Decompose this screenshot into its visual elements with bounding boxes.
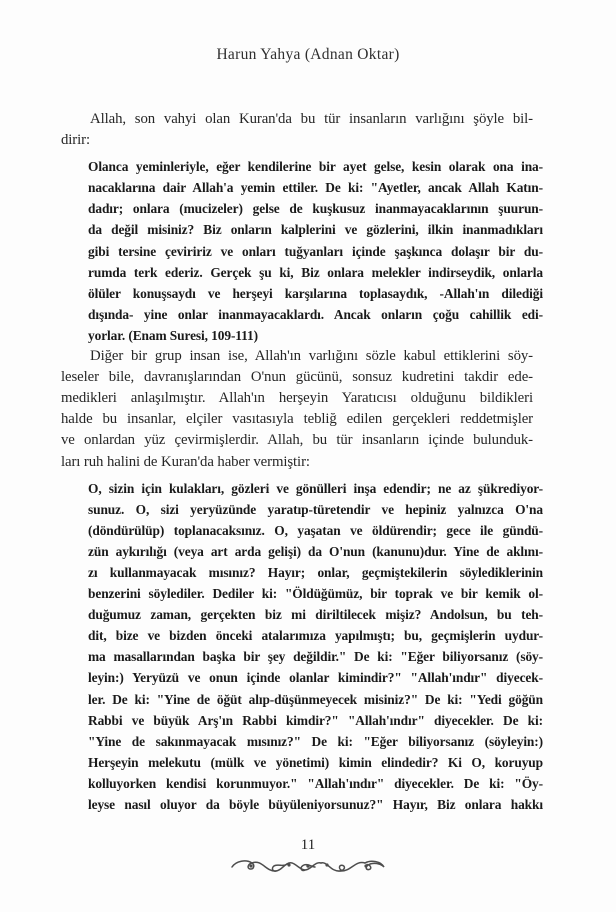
text-line: rumda terk ederiz. Gerçek şu ki, Biz onlara melekler indirseydik, onlarla [88, 264, 543, 280]
text-line: nacaklarına dair Allah'a yemin ettiler. De ki: "Ayetler, ancak Allah Katın- [88, 180, 543, 196]
quran-quote-enam-suresi [88, 156, 543, 346]
page-number: 11 [300, 837, 316, 853]
text-line: leyin:) Yeryüzü ve onun içinde olanlar kimindir?" "Allah'ındır" diyecek- [88, 670, 543, 686]
text-line: "Yine de sakınmayacak mısınız?" De ki: "Eğer biliyorsanız (söyleyin:) [88, 733, 543, 749]
text-line: dışında- yine onlar inanmayacaklardı. Ancak onların çoğu cahillik edi- [88, 306, 543, 322]
text-line: gibi tersine çeviririz ve onları tuğyanları içinde şaşkınca dolaşır bir du- [88, 243, 543, 259]
text-line: ler. De ki: "Yine de öğüt alıp-düşünmeyecek misiniz?" De ki: "Yedi göğün [88, 691, 543, 707]
page-footer [0, 836, 616, 877]
text-line: leyse nasıl oluyor da böyle büyüleniyorsunuz?" Hayır, Biz onlara hakkı [88, 797, 543, 812]
text-line: sunuz. O, sizi yeryüzünde yaratıp-türetendir ve hepiniz yalnızca O'na [88, 501, 543, 517]
text-line: ölüler konuşsaydı ve herşeyi karşılarına toplasaydık, -Allah'ın dilediği [88, 285, 543, 301]
body-paragraph-2 [61, 346, 533, 473]
text-line: Olanca yeminleriyle, eğer kendilerine bir ayet gelse, kesin olarak ona ina- [88, 159, 543, 175]
text-line: (döndürülüp) toplanacaksınız. O, yaşatan ve öldürendir; gece ile gündü- [88, 522, 543, 538]
text-line: Herşeyin melekutu (mülk ve yönetimi) kimin elindedir? Ki O, koruyup [88, 754, 543, 770]
text-line: dirir: [61, 132, 90, 149]
running-header: Harun Yahya (Adnan Oktar) [216, 46, 400, 63]
text-line: yorlar. (Enam Suresi, 109-111) [88, 327, 258, 343]
text-line: halde bu insanlar, elçiler vasıtasıyla tebliğ edilen gerçekleri reddetmişler [61, 411, 533, 428]
text-line: ma masallarından başka bir şey değildir." De ki: "Eğer biliyorsanız (söy- [88, 649, 543, 665]
calligraphic-flourish-icon [229, 855, 387, 877]
text-line: zı kullanmayacak mısınız? Hayır; onlar, geçmiştekilerin söylediklerinin [88, 564, 543, 580]
quran-quote-2 [88, 478, 543, 816]
page-body [61, 109, 543, 815]
text-line: leseler bile, davranışlarından O'nun gücünü, sonsuz kudretini takdir ede- [61, 369, 533, 386]
text-line: Diğer bir grup insan ise, Allah'ın varlığını sözle kabul ettiklerini söy- [90, 348, 533, 365]
text-line: medikleri anlaşılmıştır. Allah'ın herşeyin Yaratıcısı olduğunu bildikleri [61, 390, 533, 407]
text-line: da değil misiniz? Biz onların kalplerini ve gözlerini, ilkin inanmadıkları [88, 222, 543, 238]
text-line: dit, bize ve bizden önceki atalarımıza yapılmıştı; bu, geçmişlerin uydur- [88, 628, 543, 644]
text-line: zün aykırılığı (veya art arda gelişi) da O'nun (kanunu)dur. Yine de aklını- [88, 543, 543, 559]
text-line: O, sizin için kulakları, gözleri ve gönülleri inşa edendir; ne az şükrediyor- [88, 480, 543, 496]
text-line: kolluyorken kendisi korunmuyor." "Allah'ındır" diyecekler. De ki: "Öy- [88, 775, 543, 791]
body-paragraph-1 [61, 109, 533, 151]
text-line: ve onlardan yüz çevirmişlerdir. Allah, bu tür insanların içinde bulunduk- [61, 432, 533, 449]
text-line: Rabbi ve büyük Arş'ın Rabbi kimdir?" "Allah'ındır" diyecekler. De ki: [88, 712, 543, 728]
text-line: Allah, son vahyi olan Kuran'da bu tür insanların varlığını şöyle bil- [90, 111, 533, 127]
text-line: duğumuz zaman, gerçekten biz mi diriltilecek mişiz? Andolsun, bu teh- [88, 607, 543, 623]
text-line: dadır; onlara (mucizeler) gelse de kuşkusuz inanmayacaklarının şuurun- [88, 201, 543, 217]
text-line: ları ruh halini de Kuran'da haber vermiştir: [61, 453, 310, 470]
text-line: benzerini söylediler. Dediler ki: "Öldüğümüz, bir toprak ve bir kemik ol- [88, 586, 543, 602]
